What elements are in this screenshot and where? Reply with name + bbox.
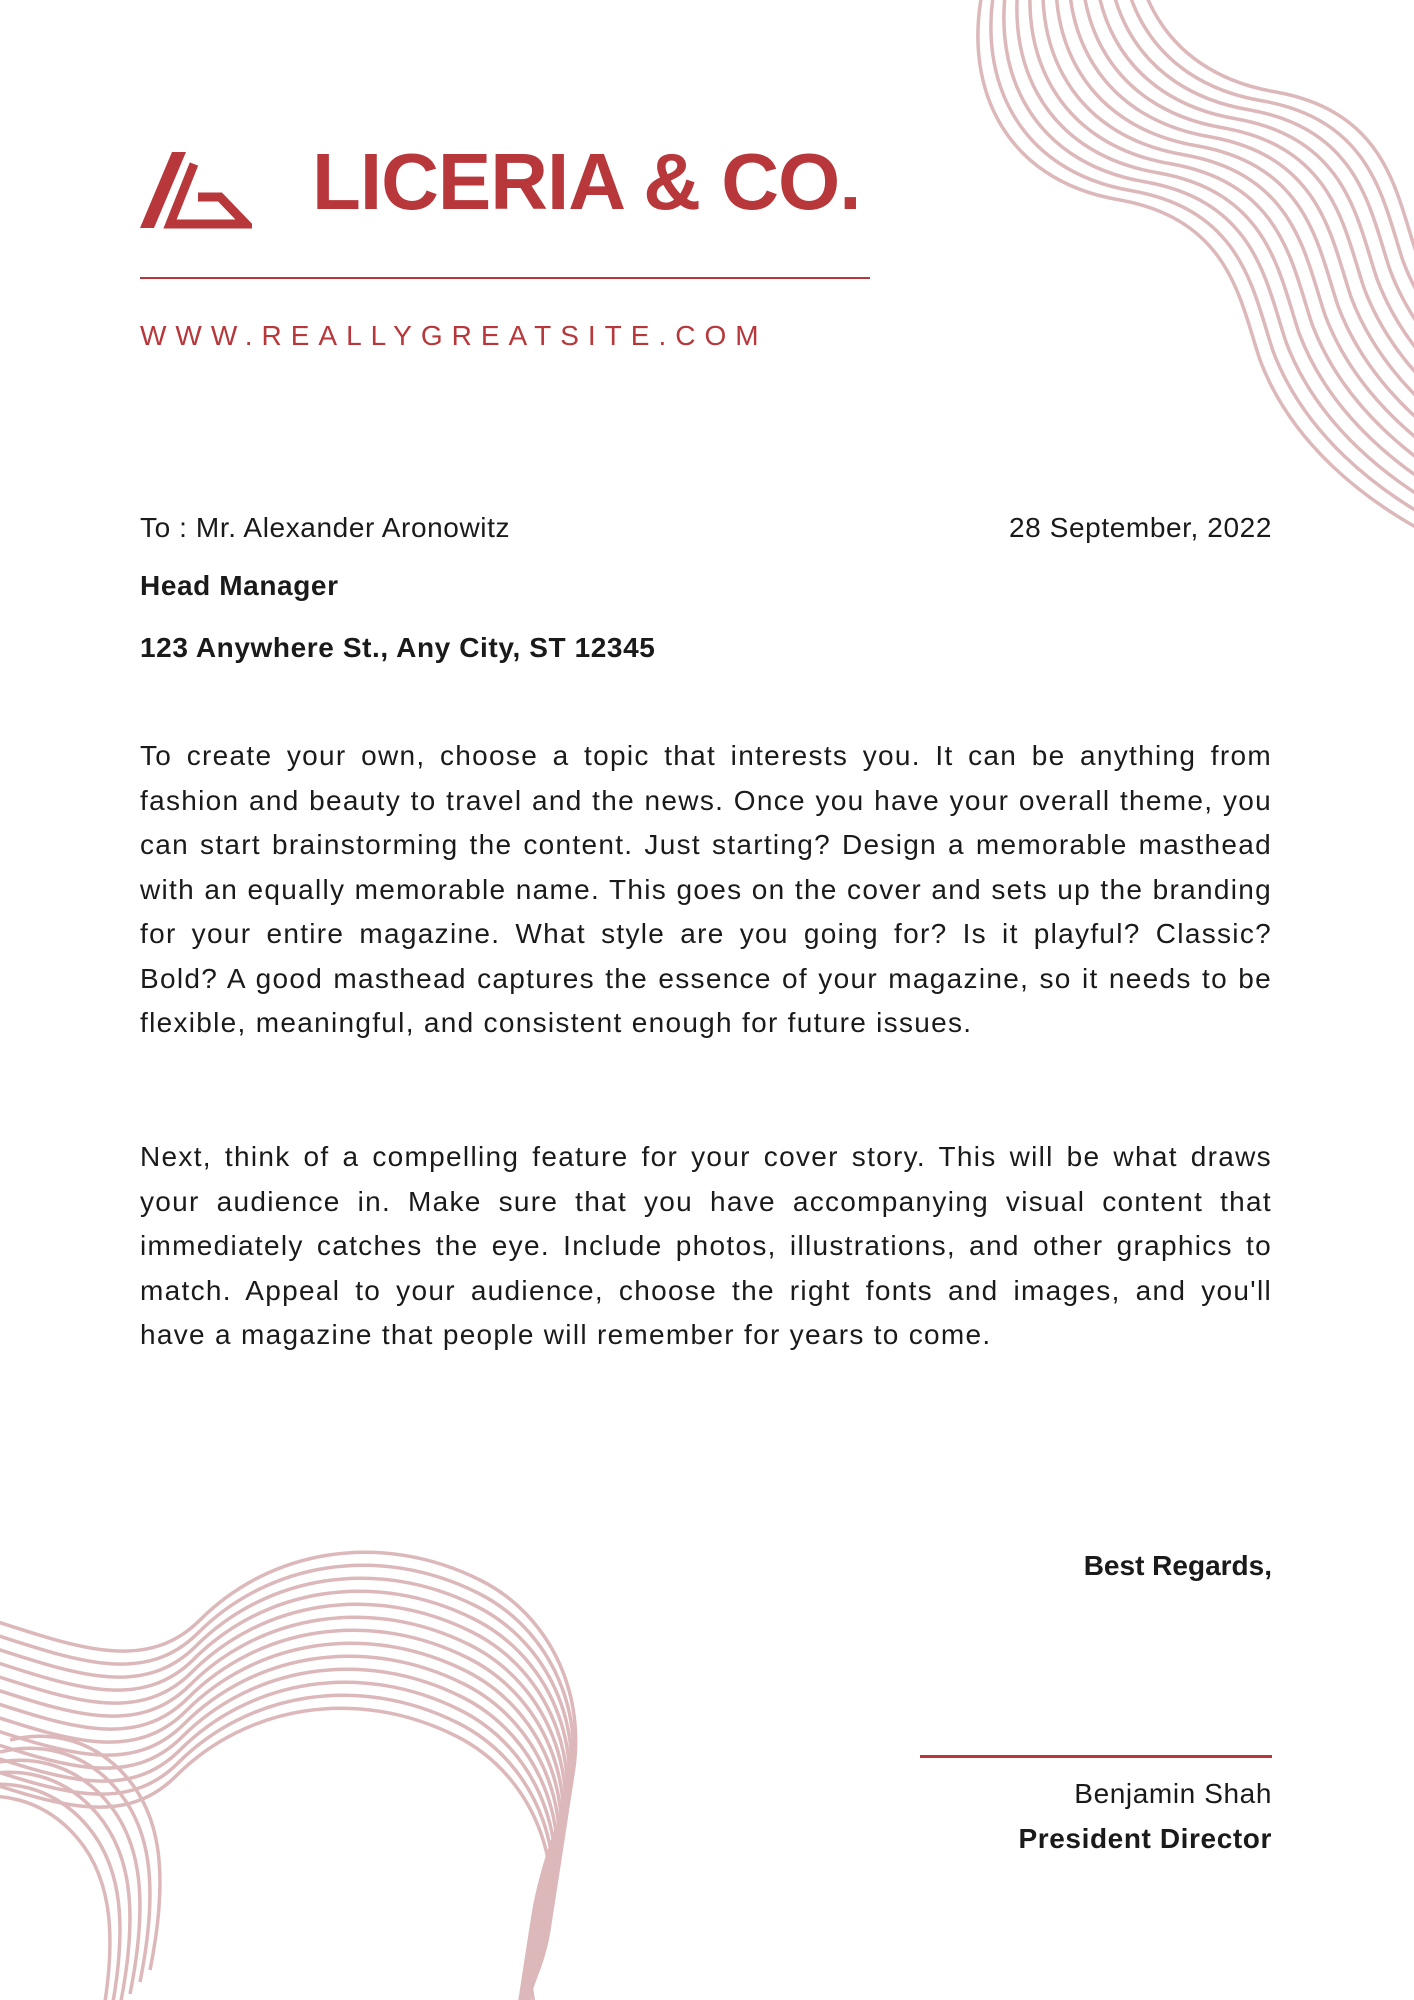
signer-title: President Director — [1018, 1823, 1272, 1854]
wave-line — [1082, 0, 1414, 468]
wave-line — [0, 1617, 566, 2000]
wave-line — [991, 0, 1414, 531]
wave-line — [0, 1682, 556, 2000]
wave-line — [1043, 0, 1414, 495]
wave-line — [0, 1630, 564, 2000]
wave-line — [0, 1708, 552, 2000]
wave-line — [1069, 0, 1414, 477]
wave-line — [0, 1578, 572, 2000]
wave-line — [0, 1784, 120, 2000]
wave-line — [1134, 0, 1414, 432]
wave-line — [0, 1552, 576, 2000]
wave-line — [1095, 0, 1414, 459]
wave-line — [0, 1591, 570, 2000]
wave-line — [0, 1643, 562, 2000]
wave-line — [1017, 0, 1414, 513]
wave-line — [0, 1748, 150, 1982]
wave-line — [0, 1796, 110, 2000]
wave-line — [0, 1565, 574, 2000]
header-divider — [140, 277, 870, 279]
recipient-name: To : Mr. Alexander Aronowitz — [140, 512, 511, 543]
wave-line — [0, 1656, 560, 2000]
wave-line — [0, 1669, 558, 2000]
wave-line — [1108, 0, 1414, 450]
signature-line — [920, 1755, 1272, 1758]
letter-date: 28 September, 2022 — [1009, 512, 1272, 543]
wave-line — [10, 1736, 160, 1970]
top-right-wave-lines — [978, 0, 1414, 540]
recipient-role: Head Manager — [140, 570, 339, 601]
wave-line — [1121, 0, 1414, 441]
wave-line — [1004, 0, 1414, 522]
wave-line — [0, 1604, 568, 2000]
body-paragraph-1: To create your own, choose a topic that interests you. It can be anything from fashion and beauty to travel and the news. Once you have your overall theme, you can start brainstorming the content. Just starting? Design a memorable masthead with an equally memorable name. This goes on the cover and sets up the branding for your entire magazine. What style are you going for? Is it playful? Classic? Bold? A good masthead captures the essence of your magazine, so it needs to be flexible, meaningful, and consistent enough for future issues. — [140, 740, 1272, 1038]
website-url: WWW.REALLYGREATSITE.COM — [140, 320, 768, 351]
wave-line — [0, 1760, 140, 1994]
wave-line — [0, 1695, 554, 2000]
wave-line — [978, 0, 1414, 540]
logo-triangle-shape — [170, 164, 246, 224]
signer-name: Benjamin Shah — [1074, 1778, 1272, 1809]
company-name: LICERIA & CO. — [312, 137, 861, 226]
recipient-address: 123 Anywhere St., Any City, ST 12345 — [140, 632, 656, 663]
closing-salutation: Best Regards, — [1083, 1550, 1272, 1581]
wave-line — [1030, 0, 1414, 504]
wave-line — [0, 1772, 130, 2000]
abstract-triangle-logo-icon — [140, 150, 252, 230]
wave-line — [1056, 0, 1414, 486]
body-paragraph-2: Next, think of a compelling feature for your cover story. This will be what draws your audience in. Make sure that you have accompanying visual content that immediately catches the eye. Include photos, illustrations, and other graphics to match. Appeal to your audience, choose the right fonts and images, and you'll have a magazine that people will remember for years to come. — [140, 1141, 1272, 1350]
bottom-left-wave-lines — [0, 1552, 576, 2000]
